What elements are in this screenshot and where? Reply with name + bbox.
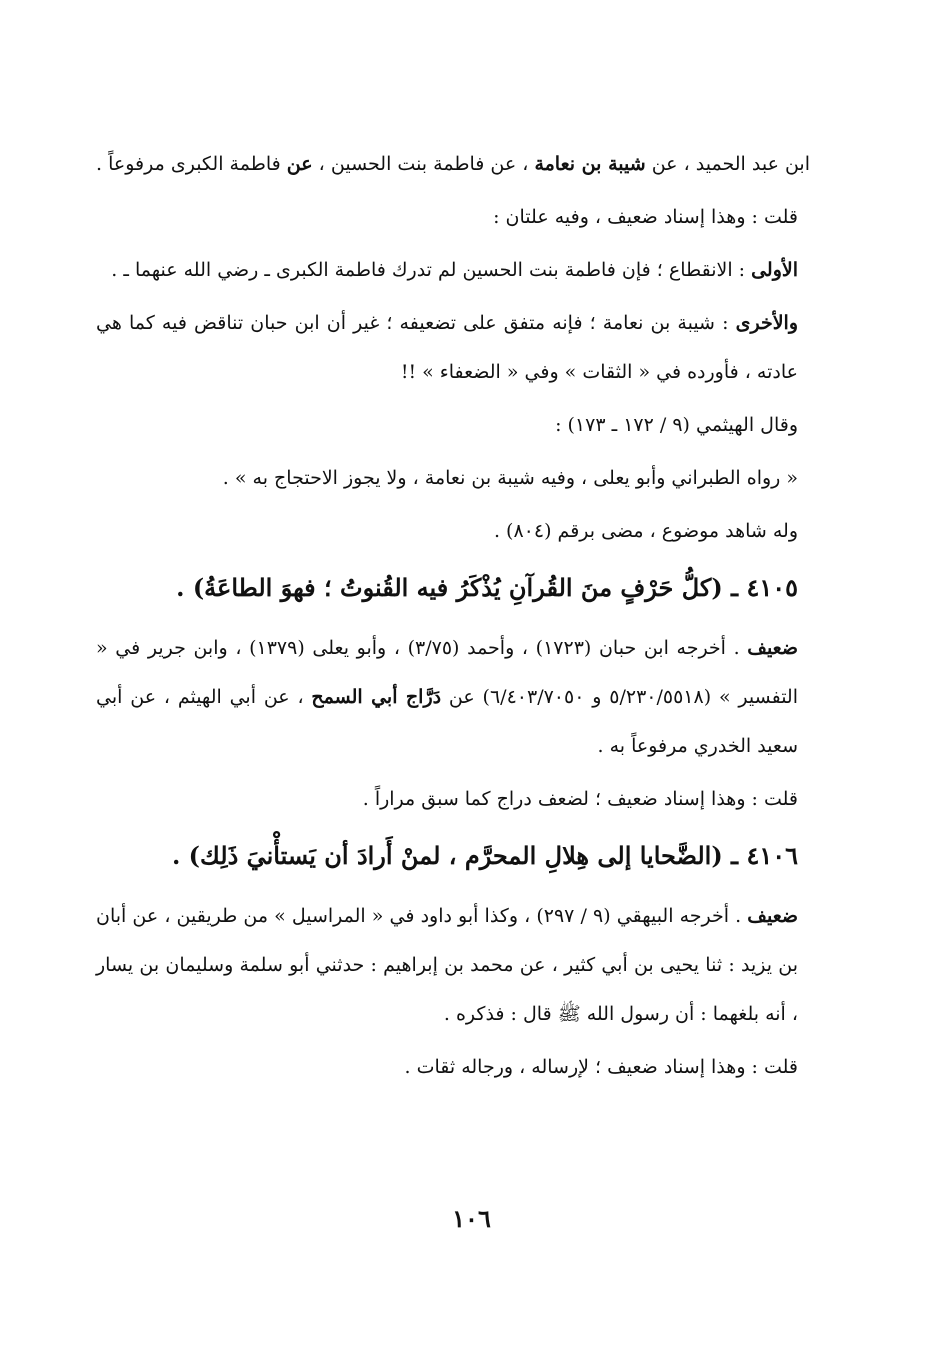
paragraph-takhrij-4105 (96, 624, 810, 771)
text-segment: : شيبة بن نعامة ؛ فإنه متفق على تضعيفه ؛ غير أن ابن حبان تناقض فيه كما هي عادته ، فأورده في « الثقات » وفي « الضعفاء » !! (96, 312, 798, 383)
paragraph-comment: قلت : وهذا إسناد ضعيف ، وفيه علتان : (493, 206, 798, 228)
narrator-name: شيبة بن نعامة (534, 153, 646, 175)
text-segment: ، عن فاطمة بنت الحسين ، (312, 153, 535, 175)
hadith-heading-4106: ٤١٠٦ ـ (الضَّحايا إلى هِلالِ المحرَّم ، لمنْ أَرادَ أن يَستأْنيَ ذَلِك) . (171, 841, 798, 870)
defect-label: والأخرى (735, 312, 798, 334)
grade-label: ضعيف (747, 637, 798, 659)
text-segment: فاطمة الكبرى مرفوعاً . (96, 153, 287, 175)
text-segment: ابن عبد الحميد ، عن (645, 153, 810, 175)
paragraph-haythami-ref: وقال الهيثمي (٩ / ١٧٢ ـ ١٧٣) : (555, 414, 798, 436)
paragraph-takhrij-4106 (96, 892, 810, 1039)
narrator-name: دَرَّاج أبي السمح (311, 686, 442, 708)
text-segment: . أخرجه البيهقي (٩ / ٢٩٧) ، وكذا أبو داود في « المراسيل » من طريقين ، عن أبان بن يزيد : ثنا يحيى بن أبي كثير ، عن محمد بن إبراهيم : حدثني أبو سلمة وسليمان بن يسار ، أنه بلغهما : أن رسول الله ﷺ قال : فذكره . (96, 905, 798, 1025)
paragraph-second-defect (96, 299, 810, 397)
page-body (96, 140, 810, 1096)
paragraph-chain-continuation (96, 140, 810, 189)
paragraph-comment-4106: قلت : وهذا إسناد ضعيف ؛ لإرساله ، ورجاله ثقات . (404, 1056, 798, 1078)
grade-label: ضعيف (747, 905, 798, 927)
bold-word: عن (286, 153, 313, 175)
paragraph-quote: « رواه الطبراني وأبو يعلى ، وفيه شيبة بن نعامة ، ولا يجوز الاحتجاج به » . (222, 467, 798, 489)
text-segment: . أخرجه ابن حبان (١٧٢٣) ، وأحمد (٣/٧٥) ، وأبو يعلى (١٣٧٩) ، وابن جرير في « التفسير » (٥/٢٣٠/٥٥١٨ و ٦/٤٠٣/٧٠٥٠) عن (96, 637, 798, 708)
paragraph-comment-4105: قلت : وهذا إسناد ضعيف ؛ لضعف دراج كما سبق مراراً . (362, 788, 798, 810)
text-segment: ، عن أبي الهيثم ، عن أبي سعيد الخدري مرفوعاً به . (96, 686, 798, 757)
text-segment: : الانقطاع ؛ فإن فاطمة بنت الحسين لم تدرك فاطمة الكبرى ـ رضي الله عنهما ـ . (111, 259, 752, 281)
hadith-heading-4105: ٤١٠٥ ـ (كلُّ حَرْفٍ منَ القُرآنِ يُذْكَرُ فيه القُنوتُ ؛ فهوَ الطاعَةُ) . (176, 573, 798, 602)
page-number: ١٠٦ (452, 1204, 491, 1233)
paragraph-first-defect (96, 246, 810, 295)
defect-label: الأولى (751, 259, 798, 281)
paragraph-witness: وله شاهد موضوع ، مضى برقم (٨٠٤) . (493, 520, 798, 542)
